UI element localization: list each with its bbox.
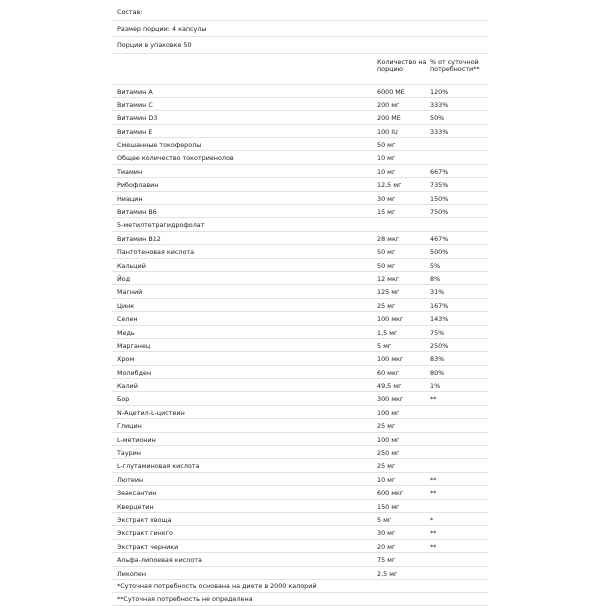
nutrient-daily-value: 31% [430,288,445,297]
nutrient-name: Калий [117,382,138,391]
nutrient-name: Витамин E [117,127,153,136]
nutrient-name: Смешанные токоферолы [117,141,202,150]
nutrient-amount: 125 мг [377,288,400,297]
nutrient-daily-value: 667% [430,167,449,176]
nutrient-amount: 15 мг [377,208,396,217]
nutrient-amount: 250 мг [377,449,400,458]
nutrient-amount: 10 мг [377,167,396,176]
nutrient-amount: 25 мг [377,301,396,310]
nutrient-amount: 60 мкг [377,368,400,377]
nutrient-row [112,419,488,432]
nutrient-name: Глицин [117,422,142,431]
nutrient-amount: 49,5 мг [377,382,402,391]
nutrient-row [112,285,488,298]
nutrient-daily-value: ** [430,542,437,551]
nutrient-row [112,111,488,124]
nutrient-amount: 28 мкг [377,234,400,243]
nutrient-name: Марганец [117,341,151,350]
nutrient-name: Молибден [117,368,152,377]
nutrient-row [112,138,488,151]
nutrient-daily-value: ** [430,489,437,498]
composition-heading: Состав: [117,8,143,16]
nutrient-name: Йод [117,274,131,283]
daily-value-column-header: % от суточной потребности** [430,57,480,73]
footnote-row [112,593,488,606]
nutrient-name: Экстракт хвоща [117,516,172,524]
nutrient-daily-value: 750% [430,208,449,217]
nutrient-daily-value: 83% [430,355,445,364]
nutrient-daily-value: 5% [430,261,441,270]
nutrient-name: Бор [117,395,130,404]
nutrient-row [112,406,488,419]
nutrient-amount: 600 мкг [377,489,404,498]
nutrient-name: N-Ацетил-L-цистеин [117,408,185,417]
nutrient-amount: 200 мг [377,100,400,109]
nutrient-amount: 100 мг [377,435,400,444]
nutrient-amount: 100 мг [377,408,400,417]
nutrient-row [112,459,488,472]
nutrient-daily-value: ** [430,475,437,484]
nutrient-daily-value: 500% [430,248,449,257]
nutrient-name: Экстракт гинкго [117,529,173,538]
nutrient-rows [112,85,488,580]
nutrient-row [112,312,488,325]
nutrient-name: Тиамин [117,167,143,176]
nutrient-daily-value: 143% [430,315,449,324]
nutrient-amount: 5 мг [377,341,392,350]
nutrient-row [112,151,488,164]
nutrient-row [112,567,488,580]
nutrient-amount: 25 мг [377,422,396,431]
nutrient-name: Лютеин [117,475,144,484]
nutrient-daily-value: 80% [430,368,445,377]
servings-per-container: Порции в упаковке 50 [117,41,192,49]
nutrient-row [112,513,488,526]
nutrient-amount: 12 мкг [377,274,400,283]
nutrient-name: Витамин B12 [117,234,161,243]
nutrient-row [112,299,488,312]
nutrient-daily-value: ** [430,529,437,538]
nutrient-amount: 1,5 мг [377,328,398,337]
footnote-calories: *Суточная потребность основана на диете в 2000 калорий [117,582,317,591]
nutrient-name: Экстракт черники [117,542,179,551]
nutrient-amount: 12,5 мг [377,181,402,190]
nutrient-name: Селен [117,315,138,324]
nutrient-amount: 25 мг [377,462,396,471]
nutrient-daily-value: 150% [430,194,449,203]
nutrient-daily-value: 735% [430,181,449,190]
nutrient-amount: 100 мкг [377,315,404,324]
nutrient-row [112,500,488,513]
nutrient-name: Кверцетин [117,502,154,511]
nutrient-row [112,259,488,272]
nutrient-daily-value: 333% [430,127,449,136]
nutrient-row [112,339,488,352]
nutrient-daily-value: 50% [430,114,445,123]
nutrient-name: Таурин [117,449,141,458]
nutrient-amount: 100 IU [377,127,398,136]
nutrient-name: Альфа-липоевая кислота [117,556,202,565]
nutrient-row [112,366,488,379]
nutrient-daily-value: 250% [430,341,449,350]
nutrient-name: L-метионин [117,435,156,444]
nutrient-amount: 75 мг [377,556,396,565]
nutrient-daily-value: ** [430,395,437,404]
nutrient-row [112,272,488,285]
nutrient-name: Ниацин [117,194,143,203]
nutrient-row [112,165,488,178]
nutrient-name: Пантотеновая кислота [117,248,194,257]
nutrient-daily-value: 467% [430,234,449,243]
nutrient-daily-value: 333% [430,100,449,109]
nutrient-name: Витамин A [117,87,153,96]
nutrient-row [112,526,488,539]
nutrient-name: Медь [117,328,135,337]
composition-heading-row [112,4,488,21]
nutrient-daily-value: 120% [430,87,449,96]
nutrient-name: 5-метилтетрагидрофолат [117,221,205,230]
supplement-facts-table [112,4,488,606]
serving-size: Размер порции: 4 капсулы [117,24,207,33]
nutrient-amount: 100 мкг [377,355,404,364]
nutrient-row [112,473,488,486]
nutrient-amount: 200 МЕ [377,114,401,123]
nutrient-row [112,446,488,459]
footnote-not-established: **Суточная потребность не определена [117,595,253,604]
nutrient-amount: 50 мг [377,141,396,150]
nutrient-row [112,245,488,258]
nutrient-daily-value: 75% [430,328,445,337]
nutrient-row [112,218,488,231]
nutrient-amount: 10 мг [377,154,396,163]
nutrient-row [112,192,488,205]
nutrient-row [112,379,488,392]
nutrient-row [112,125,488,138]
nutrient-amount: 20 мг [377,542,396,551]
nutrient-row [112,352,488,365]
nutrient-row [112,392,488,405]
nutrient-name: Кальций [117,261,146,270]
nutrient-row [112,178,488,191]
nutrient-name: Ликопен [117,569,147,578]
nutrient-name: Хром [117,355,135,364]
nutrient-amount: 5 мг [377,516,392,524]
nutrient-daily-value: * [430,516,434,524]
nutrient-name: Витамин C [117,100,153,109]
nutrient-name: Цинк [117,301,135,310]
nutrient-amount: 50 мг [377,248,396,257]
nutrient-name: Витамин B6 [117,208,157,217]
footnote-row [112,580,488,593]
nutrient-row [112,553,488,566]
servings-per-container-row [112,37,488,54]
nutrient-amount: 150 мг [377,502,400,511]
nutrient-row [112,326,488,339]
nutrient-name: Витамин D3 [117,114,158,123]
column-header-row [112,54,488,85]
nutrient-row [112,98,488,111]
nutrient-name: L-глутаминовая кислота [117,462,200,471]
nutrient-row [112,205,488,218]
nutrient-amount: 300 мкг [377,395,404,404]
nutrient-daily-value: 8% [430,274,441,283]
serving-size-row [112,21,488,38]
nutrient-amount: 30 мг [377,194,396,203]
nutrient-amount: 10 мг [377,475,396,484]
nutrient-name: Рибофлавин [117,181,159,190]
nutrient-name: Магний [117,288,143,297]
nutrient-row [112,232,488,245]
nutrient-row [112,486,488,499]
nutrient-daily-value: 1% [430,382,441,391]
nutrient-amount: 2,5 мг [377,569,398,578]
nutrient-name: Общее количество токотриенолов [117,154,234,163]
nutrient-daily-value: 167% [430,301,449,310]
nutrient-name: Зеаксантин [117,489,157,498]
nutrient-amount: 30 мг [377,529,396,538]
nutrient-row [112,433,488,446]
nutrient-amount: 50 мг [377,261,396,270]
nutrient-amount: 6000 МЕ [377,87,405,96]
nutrient-row [112,540,488,553]
nutrient-row [112,85,488,98]
amount-column-header: Количество на порцию [377,57,427,73]
